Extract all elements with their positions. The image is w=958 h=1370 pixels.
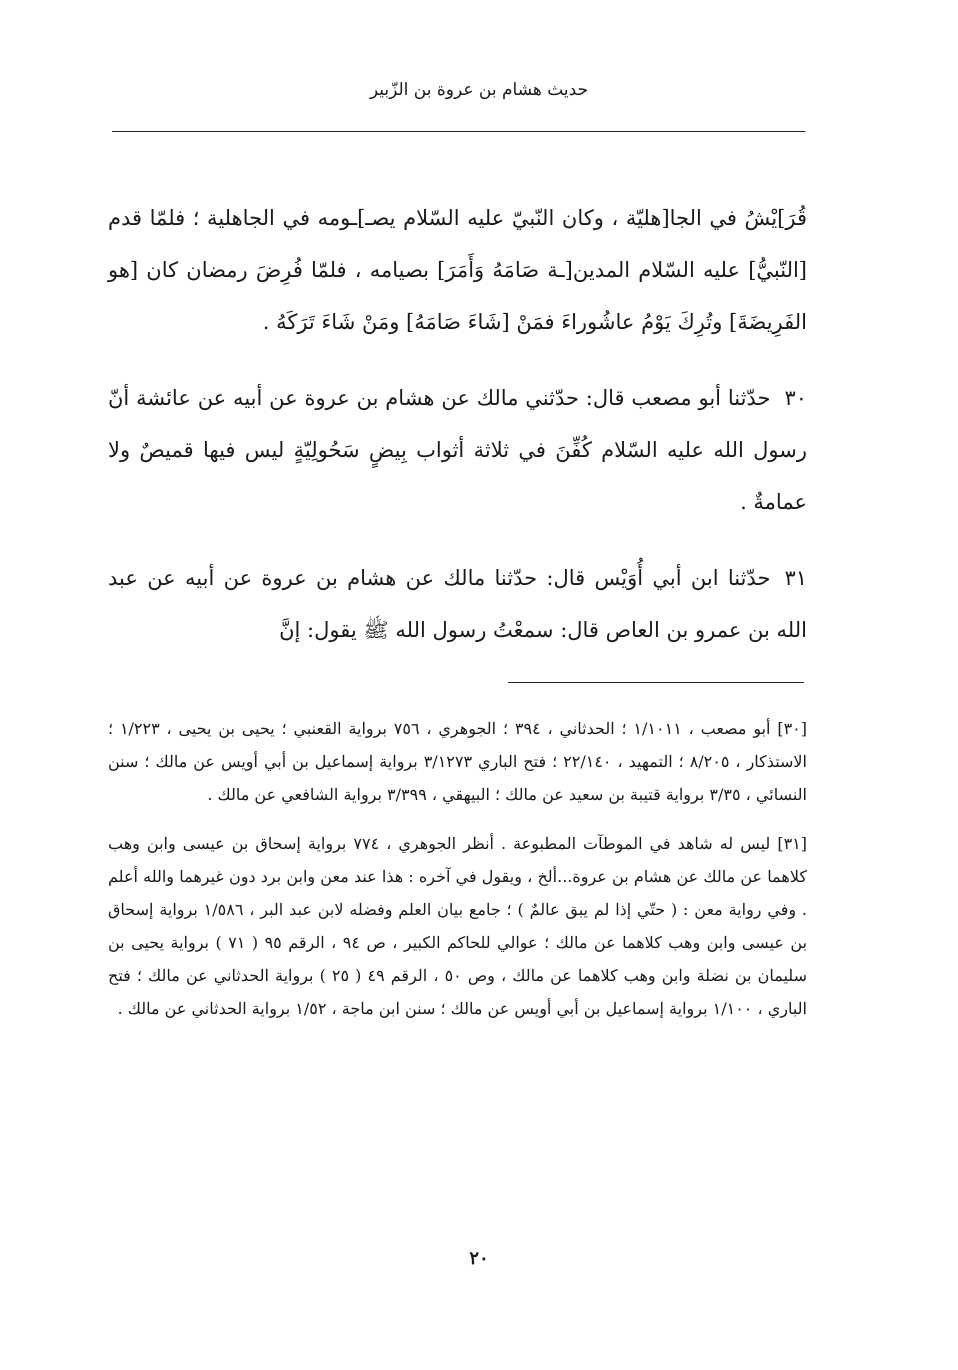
hadith-31-number: ٣١ bbox=[784, 566, 807, 590]
footnotes-block bbox=[108, 712, 807, 1025]
page-number: ٢٠ bbox=[469, 1248, 489, 1269]
footnote-divider bbox=[508, 682, 804, 683]
header-divider bbox=[112, 131, 805, 132]
hadith-31-text: حدّثنا ابن أبي أُوَيْس قال: حدّثنا مالك عن هشام بن عروة عن أبيه عن عبد الله بن عمرو بن العاص قال: سمعْتُ رسول الله ﷺ يقول: إنَّ bbox=[108, 566, 807, 642]
footnote-31: [٣١] ليس له شاهد في الموطآت المطبوعة . أنظر الجوهري ، ٧٧٤ برواية إسحاق بن عيسى وابن وهب كلاهما عن مالك عن هشام بن عروة...ألخ ، ويقول في آخره : هذا عند معن وابن برد دون غيرهما والله أعلم . وفي رواية معن : ( حتّي إذا لم يبق عالمٌ ) ؛ جامع بيان العلم وفضله لابن عبد البر ، ١/٥٨٦ برواية إسحاق بن عيسى وابن وهب كلاهما عن مالك ؛ عوالي للحاكم الكبير ، ص ٩٤ ، الرقم ٩٥ ( ٧١ ) برواية يحيى بن سليمان بن نضلة وابن وهب كلاهما عن مالك ، وص ٥٠ ، الرقم ٤٩ ( ٢٥ ) برواية الحدثاني عن مالك ؛ فتح الباري ، ١/١٠٠ برواية إسماعيل بن أبي أويس عن مالك ؛ سنن ابن ماجة ، ١/٥٢ برواية الحدثاني عن مالك . bbox=[108, 834, 808, 1018]
hadith-30-number: ٣٠ bbox=[784, 386, 807, 410]
main-text-block bbox=[108, 192, 807, 656]
hadith-30-paragraph bbox=[108, 372, 807, 528]
continuation-paragraph: قُرَ]يْشُ في الجا[هليّة ، وكان النّبيّ عليه السّلام يصـ]ـومه في الجاهلية ؛ فلمّا قدم [النّبيُّ] عليه السّلام المدين[ـة صَامَهُ وَأَمَرَ] بصيامه ، فلمّا فُرِضَ رمضان كان [هو الفَرِيضَةَ] وتُرِكَ يَوْمُ عاشُوراءَ فمَنْ [شَاءَ صَامَهُ] ومَنْ شَاءَ تَرَكَهُ . bbox=[108, 206, 807, 334]
running-header: حديث هشام بن عروة بن الزّبير bbox=[369, 80, 589, 100]
footnote-30: [٣٠] أبو مصعب ، ١/١٠١١ ؛ الحدثاني ، ٣٩٤ ؛ الجوهري ، ٧٥٦ برواية القعنبي ؛ يحيى بن يحيى ، ١/٢٢٣ ؛ الاستذكار ، ٨/٢٠٥ ؛ التمهيد ، ٢٢/١٤٠ ؛ فتح الباري ٣/١٢٧٣ برواية إسماعيل بن أبي أويس عن مالك ؛ سنن النسائي ، ٣/٣٥ برواية قتيبة بن سعيد عن مالك ؛ البيهقي ، ٣/٣٩٩ برواية الشافعي عن مالك . bbox=[108, 719, 808, 804]
hadith-30-text: حدّثنا أبو مصعب قال: حدّثني مالك عن هشام بن عروة عن أبيه عن عائشة أنّ رسول الله عليه السّلام كُفِّنَ في ثلاثة أثواب بِيضٍ سَحُولِيّةٍ ليس فيها قميصٌ ولا عمامةٌ . bbox=[108, 386, 807, 514]
hadith-31-paragraph bbox=[108, 552, 807, 656]
